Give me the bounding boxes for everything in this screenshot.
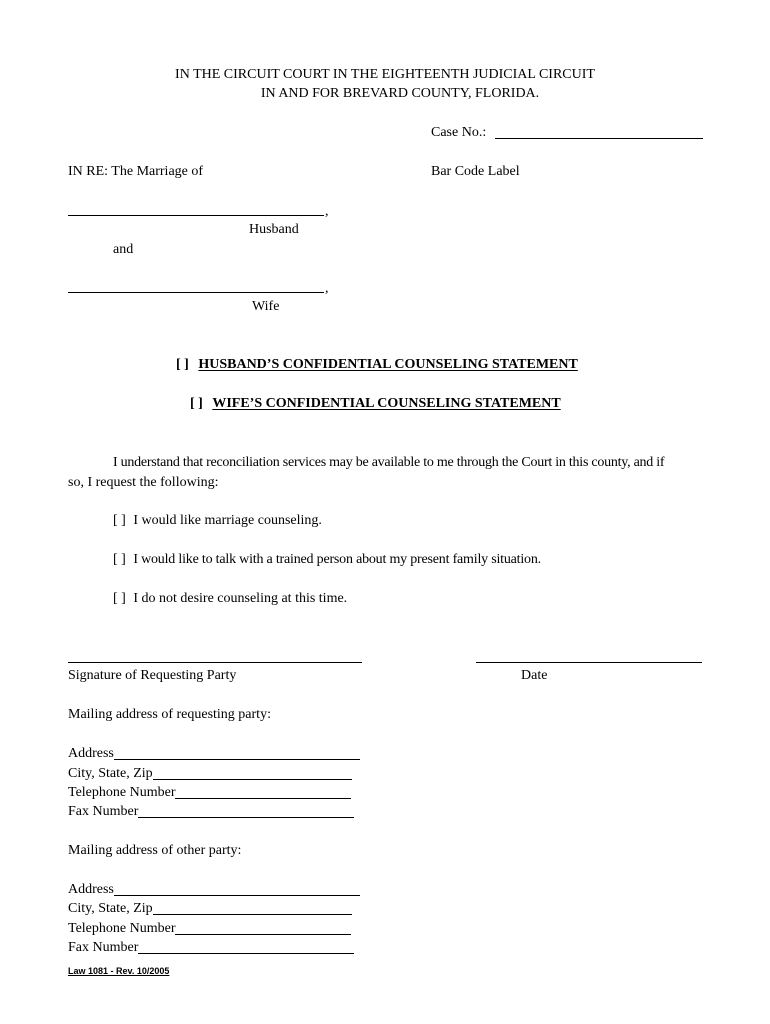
husband-name-field[interactable] [68,215,324,216]
option-no-counseling [113,592,347,606]
wife-statement-title: WIFE’S CONFIDENTIAL COUNSELING STATEMENT [212,396,561,411]
requesting-party-heading: Mailing address of requesting party: [68,707,271,722]
requesting-fax-row [68,803,354,819]
wife-statement-title-row [190,397,561,411]
option-checkbox[interactable]: [ ] [113,513,126,528]
option-talk-with-trained-person [113,553,541,567]
court-header-line2: IN AND FOR BREVARD COUNTY, FLORIDA. [260,86,540,101]
telephone-label: Telephone Number [68,785,176,800]
case-no-field[interactable] [495,138,703,139]
signature-field[interactable] [68,662,362,663]
wife-name-field[interactable] [68,292,324,293]
intro-paragraph-line1: I understand that reconciliation services may be available to me through the Court in this county, and if [113,455,665,470]
telephone-label: Telephone Number [68,921,176,936]
husband-statement-title: HUSBAND’S CONFIDENTIAL COUNSELING STATEMENT [198,357,578,372]
form-id-footer: Law 1081 - Rev. 10/2005 [68,966,170,976]
husband-comma: , [325,204,329,219]
requesting-address-row [68,745,360,761]
wife-statement-checkbox[interactable]: [ ] [190,396,203,411]
address-label: Address [68,746,114,761]
other-city-row [68,900,352,916]
other-telephone-field[interactable] [175,934,351,935]
requesting-telephone-field[interactable] [175,798,351,799]
option-label: I do not desire counseling at this time. [133,591,348,606]
bar-code-label: Bar Code Label [431,164,520,179]
city-state-zip-label: City, State, Zip [68,901,153,916]
date-field[interactable] [476,662,702,663]
address-label: Address [68,882,114,897]
date-label: Date [521,668,548,683]
requesting-address-field[interactable] [114,759,360,760]
husband-statement-title-row [176,358,578,372]
requesting-telephone-row [68,784,351,800]
other-party-heading: Mailing address of other party: [68,843,242,858]
other-address-field[interactable] [114,895,360,896]
signature-label: Signature of Requesting Party [68,668,237,683]
other-address-row [68,881,360,897]
wife-comma: , [325,281,329,296]
husband-statement-checkbox[interactable]: [ ] [176,357,189,372]
court-header-line1: IN THE CIRCUIT COURT IN THE EIGHTEENTH JUDICIAL CIRCUIT [175,67,595,82]
fax-label: Fax Number [68,940,139,955]
option-label: I would like to talk with a trained person about my present family situation. [133,552,541,567]
intro-paragraph-line2: so, I request the following: [68,475,219,490]
wife-label: Wife [252,299,280,314]
other-city-state-zip-field[interactable] [153,914,352,915]
other-telephone-row [68,920,351,936]
requesting-city-row [68,765,352,781]
option-marriage-counseling [113,514,322,528]
other-fax-field[interactable] [138,953,354,954]
requesting-fax-field[interactable] [138,817,354,818]
husband-label: Husband [249,222,299,237]
city-state-zip-label: City, State, Zip [68,766,153,781]
option-label: I would like marriage counseling. [133,513,322,528]
in-re-label: IN RE: The Marriage of [68,164,204,179]
requesting-city-state-zip-field[interactable] [153,779,352,780]
case-no-label: Case No.: [431,125,487,140]
option-checkbox[interactable]: [ ] [113,591,126,606]
other-fax-row [68,939,354,955]
fax-label: Fax Number [68,804,139,819]
option-checkbox[interactable]: [ ] [113,552,126,567]
and-label: and [113,242,134,257]
